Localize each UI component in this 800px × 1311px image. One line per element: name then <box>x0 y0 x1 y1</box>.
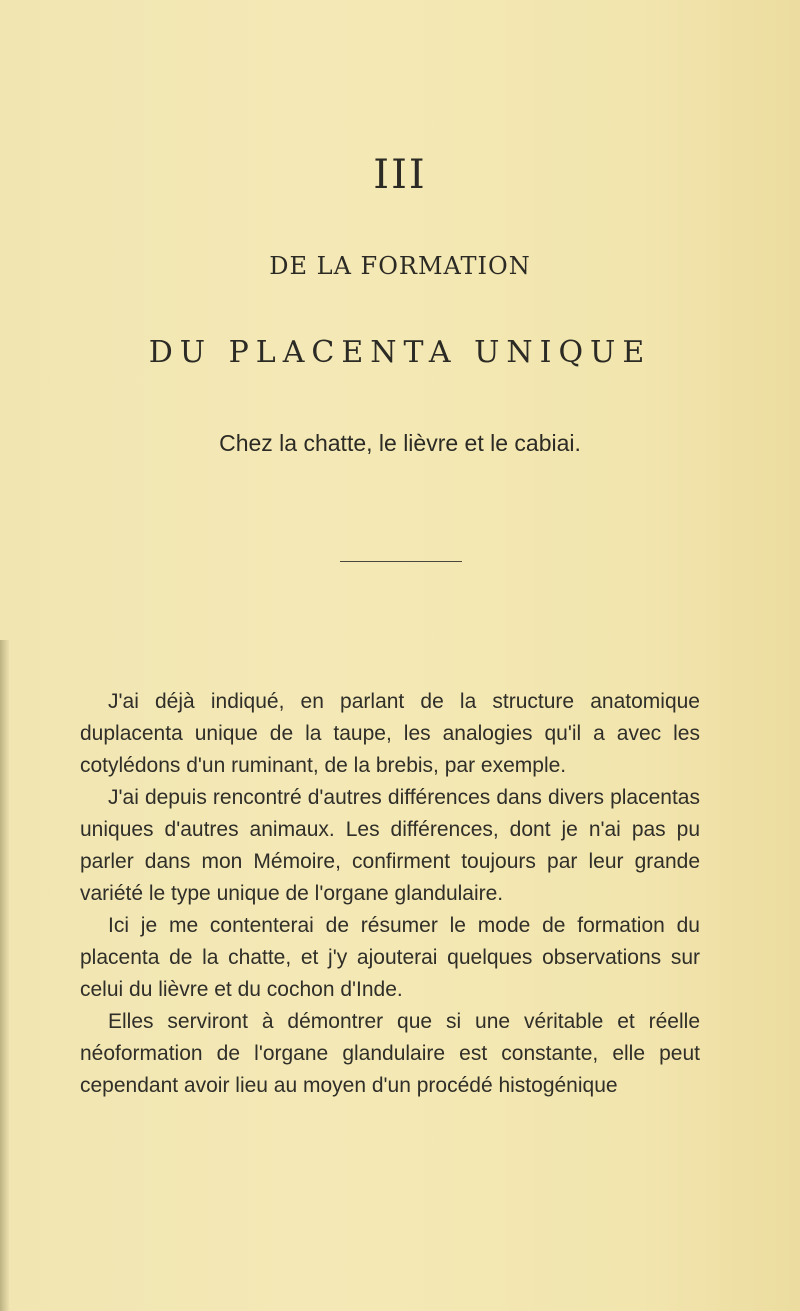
paragraph: J'ai depuis rencontré d'autres différences dans divers placentas uniques d'autres animaux. Les différences, dont je n'ai pas pu parler dans mon Mémoire, confirment toujours par leur grande variété le type unique de l'organe glandulaire. <box>80 786 700 905</box>
chapter-title-line2: DU PLACENTA UNIQUE <box>148 335 652 370</box>
page-edge-shadow <box>0 640 10 1311</box>
paragraph: J'ai déjà indiqué, en parlant de la structure anatomique duplacenta unique de la taupe, les analogies qu'il a avec les cotylédons d'un ruminant, de la brebis, par exemple. <box>80 690 700 777</box>
chapter-title-line1: DE LA FORMATION <box>269 252 531 280</box>
chapter-number: III <box>373 152 427 198</box>
body-text <box>80 686 700 1102</box>
section-divider <box>340 561 462 562</box>
chapter-subtitle: Chez la chatte, le lièvre et le cabiai. <box>219 430 581 456</box>
paragraph: Ici je me contenterai de résumer le mode de formation du placenta de la chatte, et j'y ajouterai quelques observations sur celui du lièvre et du cochon d'Inde. <box>80 914 700 1001</box>
paragraph: Elles serviront à démontrer que si une véritable et réelle néoformation de l'organe glandulaire est constante, elle peut cependant avoir lieu au moyen d'un procédé histogénique <box>80 1010 700 1097</box>
